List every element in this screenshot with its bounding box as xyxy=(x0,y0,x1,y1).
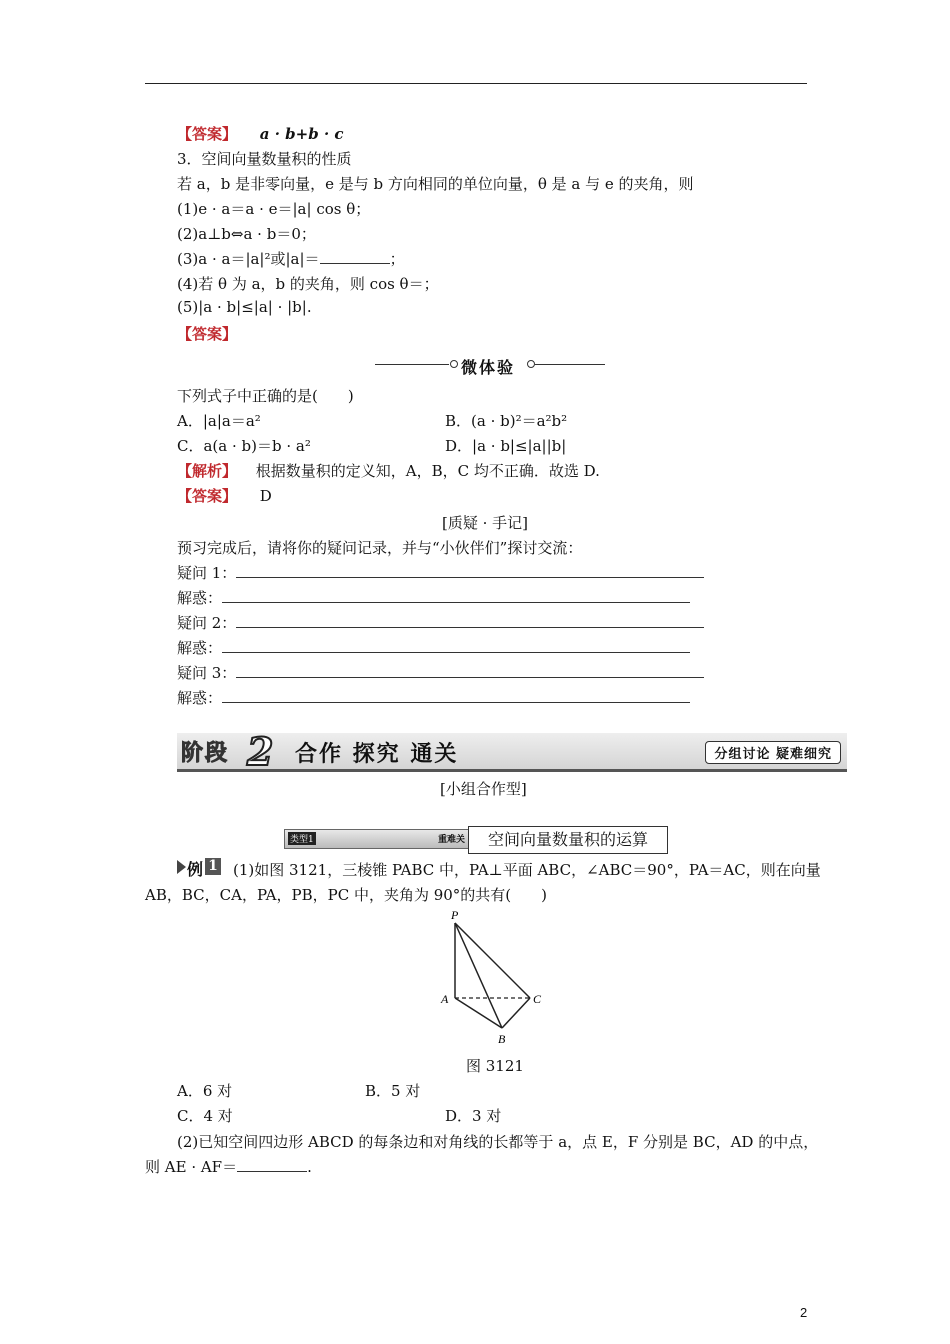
answer-label-2: 【答案】 xyxy=(177,325,238,343)
property-5: (5)|a · b|≤|a| · |b|. xyxy=(177,298,312,316)
pyramid-figure xyxy=(435,905,555,1045)
triangle-right-icon xyxy=(177,860,186,874)
label-c: C xyxy=(533,992,542,1006)
micro-title: 微体验 xyxy=(461,358,516,377)
circle-icon xyxy=(527,360,535,368)
answer-row-3 xyxy=(177,485,272,506)
note-line: 解惑： xyxy=(177,587,690,608)
example-part2-line2: 则 AE · AF＝ . xyxy=(145,1158,312,1176)
notes-intro: 预习完成后，请将你的疑问记录，并与“小伙伴们”探讨交流： xyxy=(177,539,583,557)
header-rule xyxy=(145,83,807,84)
type-box xyxy=(284,826,667,854)
type-title: 空间向量数量积的运算 xyxy=(468,826,668,854)
blank-line xyxy=(320,263,390,264)
example-part2-line1: (2)已知空间四边形 ABCD 的每条边和对角线的长都等于 a，点 E，F 分别是 BC，AD 的中点， xyxy=(177,1133,819,1151)
notes-title: [质疑 · 手记] xyxy=(442,514,529,532)
stage-tag: 分组讨论 疑难细究 xyxy=(705,741,841,764)
type-badge: 类型1 xyxy=(288,832,316,845)
label-p: P xyxy=(451,908,459,922)
example-part1-line1: (1)如图 3121，三棱锥 PABC 中，PA⊥平面 ABC，∠ABC＝90°，PA＝AC，则在向量 xyxy=(233,861,821,879)
note-line: 解惑： xyxy=(177,637,690,658)
example-marker xyxy=(177,857,227,877)
note-line: 疑问 2： xyxy=(177,612,704,633)
example-number: 1 xyxy=(205,858,221,875)
analysis-text: 根据数量积的定义知，A，B，C 均不正确．故选 D. xyxy=(255,462,600,480)
answer-text: D xyxy=(259,487,272,505)
label-b: B xyxy=(498,1032,506,1045)
note-line: 疑问 1： xyxy=(177,562,704,583)
option-a: A．|a|a＝a² xyxy=(177,412,261,430)
answer-text: a · b+b · c xyxy=(259,125,344,143)
answer-label: 【答案】 xyxy=(177,487,238,505)
question-stem: 下列式子中正确的是( ) xyxy=(177,387,354,405)
example-option-b: B．5 对 xyxy=(365,1082,421,1100)
answer-row-1 xyxy=(177,123,344,144)
analysis-row xyxy=(177,460,600,481)
example-option-c: C．4 对 xyxy=(177,1107,233,1125)
answer-label: 【答案】 xyxy=(177,125,238,143)
stage-label: 阶段 xyxy=(181,740,230,766)
option-d: D．|a · b|≤|a||b| xyxy=(445,437,567,455)
figure-caption: 图 3121 xyxy=(466,1057,524,1075)
property-2: (2)a⊥b⇔a · b＝0； xyxy=(177,225,316,243)
stage-banner xyxy=(177,729,847,774)
section-3-title: 3．空间向量数量积的性质 xyxy=(177,150,352,168)
label-a: A xyxy=(441,992,449,1006)
analysis-label: 【解析】 xyxy=(177,462,238,480)
example-option-a: A．6 对 xyxy=(177,1082,233,1100)
stage-title: 合作 探究 通关 xyxy=(295,741,459,767)
example-word: 例 xyxy=(187,860,204,879)
property-3-text: (3)a · a＝|a|²或|a|＝ xyxy=(177,250,320,268)
property-4: (4)若 θ 为 a，b 的夹角，则 cos θ＝； xyxy=(177,275,439,293)
note-line: 疑问 3： xyxy=(177,662,704,683)
section-3-intro: 若 a，b 是非零向量，e 是与 b 方向相同的单位向量，θ 是 a 与 e 的夹角，则 xyxy=(177,175,694,193)
circle-icon xyxy=(450,360,458,368)
micro-divider xyxy=(375,355,605,375)
example-part1-line2: AB，BC，CA，PA，PB，PC 中，夹角为 90°的共有( ) xyxy=(145,886,548,904)
property-3: (3)a · a＝|a|²或|a|＝ ； xyxy=(177,250,405,268)
page-number: 2 xyxy=(800,1305,808,1320)
type-key: 重难关 xyxy=(437,835,465,845)
option-b: B．(a · b)²＝a²b² xyxy=(445,412,568,430)
stage-number: 2 xyxy=(247,729,274,774)
property-1: (1)e · a＝a · e＝|a| cos θ； xyxy=(177,200,371,218)
group-label: [小组合作型] xyxy=(440,780,527,798)
note-line: 解惑： xyxy=(177,687,690,708)
option-c: C．a(a · b)＝b · a² xyxy=(177,437,311,455)
blank-line xyxy=(237,1171,307,1172)
example-option-d: D．3 对 xyxy=(445,1107,502,1125)
